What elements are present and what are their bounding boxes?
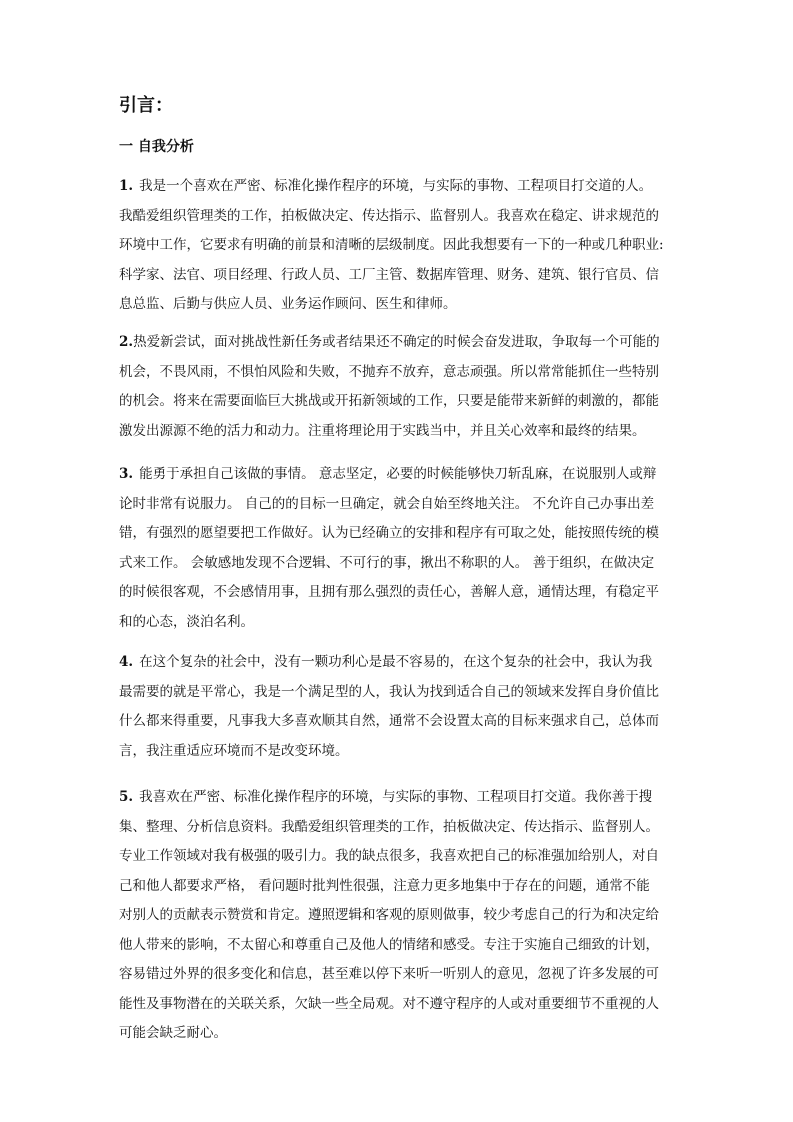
- paragraph-line: 式来工作。 会敏感地发现不合逻辑、不可行的事，揪出不称职的人。 善于组织，在做决定: [119, 554, 655, 571]
- paragraph-line: 言，我注重适应环境而不是改变环境。: [119, 742, 349, 759]
- paragraph-line: 息总监、后勤与供应人员、业务运作顾问、医生和律师。: [119, 296, 457, 312]
- paragraph-line: 集、整理、分析信息资料。我酷爱组织管理类的工作，拍板做决定、传达指示、监督别人。: [119, 818, 659, 835]
- paragraph-line: 论时非常有说服力。 自己的的目标一旦确定，就会自始至终地关注。 不允许自己办事出差: [119, 495, 655, 512]
- paragraph-line: [119, 648, 679, 678]
- paragraph-number: 5.: [119, 789, 134, 805]
- paragraph-line: 他人带来的影响，不太留心和尊重自己及他人的情绪和感受。专注于实施自己细致的计划，: [119, 936, 659, 953]
- paragraph-line: 激发出源源不绝的活力和动力。注重将理论用于实践当中，并且关心效率和最终的结果。: [119, 422, 646, 439]
- paragraph-line: 的时候很客观，不会感情用事，且拥有那么强烈的责任心，善解人意，通情达理，有稳定平: [119, 584, 659, 600]
- paragraph-number: 2.: [119, 334, 134, 350]
- paragraph-1: [119, 172, 679, 320]
- paragraph-text: 我是一个喜欢在严密、标准化操作程序的环境，与实际的事物、工程项目打交道的人。: [139, 178, 653, 194]
- paragraph-line: 己和他人都要求严格， 看问题时批判性很强，注意力更多地集中于存在的问题，通常不能: [119, 877, 650, 894]
- paragraph-line: [119, 460, 679, 490]
- paragraph-number: 4.: [119, 654, 134, 670]
- paragraph-2: [119, 328, 679, 446]
- paragraph-line: 对别人的贡献表示赞赏和肯定。遵照逻辑和客观的原则做事，较少考虑自己的行为和决定给: [119, 907, 659, 923]
- paragraph-line: 的机会。将来在需要面临巨大挑战或开拓新领域的工作，只要是能带来新鲜的刺激的，都能: [119, 393, 659, 409]
- paragraph-line: 可能会缺乏耐心。: [119, 1025, 227, 1041]
- paragraph-line: 能性及事物潜在的关联关系，欠缺一些全局观。对不遵守程序的人或对重要细节不重视的人: [119, 995, 659, 1012]
- paragraph-number: 3.: [119, 466, 134, 482]
- paragraph-line: [119, 783, 679, 813]
- paragraph-5: [119, 783, 679, 1049]
- paragraph-line: 科学家、法官、项目经理、行政人员、工厂主管、数据库管理、财务、建筑、银行官员、信: [119, 266, 659, 283]
- paragraph-line: 什么都来得重要，凡事我大多喜欢顺其自然，通常不会设置太高的目标来强求自己，总体而: [119, 713, 659, 729]
- section-heading: 一 自我分析: [119, 139, 194, 155]
- paragraph-line: 环境中工作，它要求有明确的前景和清晰的层级制度。因此我想要有一下的一种或几种职业:: [119, 237, 664, 253]
- paragraph-4: [119, 648, 679, 766]
- paragraph-number: 1.: [119, 178, 134, 194]
- paragraph-line: 和的心态，淡泊名利。: [119, 613, 254, 630]
- paragraph-line: 错，有强烈的愿望要把工作做好。认为已经确立的安排和程序有可取之处，能按照传统的模: [119, 525, 659, 541]
- paragraph-line: 机会，不畏风雨，不惧怕风险和失败，不抛弃不放弃，意志顽强。所以常常能抓住一些特别: [119, 363, 659, 380]
- paragraph-text: 在这个复杂的社会中，没有一颗功利心是最不容易的，在这个复杂的社会中，我认为我: [139, 654, 653, 670]
- paragraph-line: [119, 328, 679, 358]
- paragraph-line: 容易错过外界的很多变化和信息，甚至难以停下来听一听别人的意见，忽视了许多发展的可: [119, 966, 659, 982]
- paragraph-text: 热爱新尝试，面对挑战性新任务或者结果还不确定的时候会奋发进取，争取每一个可能的: [133, 334, 660, 350]
- paragraph-text: 我喜欢在严密、标准化操作程序的环境，与实际的事物、工程项目打交道。我你善于搜: [139, 789, 653, 805]
- paragraph-line: 专业工作领域对我有极强的吸引力。我的缺点很多，我喜欢把自己的标准强加给别人，对自: [119, 848, 659, 864]
- paragraph-text: 能勇于承担自己该做的事情。 意志坚定，必要的时候能够快刀斩乱麻，在说服别人或辩: [139, 466, 657, 482]
- paragraph-line: 我酷爱组织管理类的工作，拍板做决定、传达指示、监督别人。我喜欢在稳定、讲求规范的: [119, 207, 659, 224]
- paragraph-line: 最需要的就是平常心，我是一个满足型的人，我认为找到适合自己的领域来发挥自身价值比: [119, 683, 659, 700]
- intro-heading: 引言：: [119, 95, 173, 116]
- paragraph-line: [119, 172, 679, 202]
- paragraph-3: [119, 460, 679, 637]
